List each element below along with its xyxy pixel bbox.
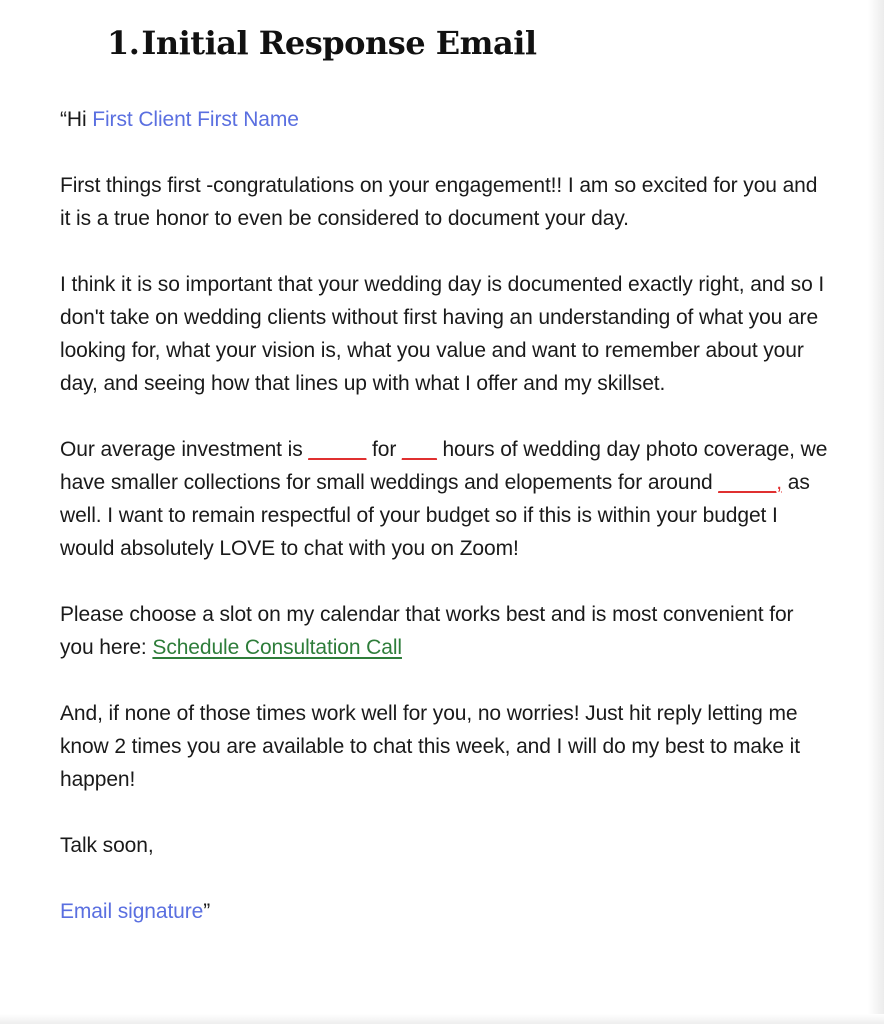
title-text: Initial Response Email (141, 24, 537, 62)
signature-line (60, 895, 830, 928)
page-bottom-shadow (0, 1014, 884, 1024)
greeting (60, 103, 830, 136)
title-number: 1. (107, 24, 140, 62)
page-title (107, 24, 537, 62)
hours-blank: ___ (401, 438, 437, 461)
email-body (60, 103, 830, 928)
email-signature-placeholder: Email signature (60, 900, 204, 923)
greeting-prefix: “Hi (60, 108, 93, 131)
paragraph-investment (60, 433, 830, 565)
closing-quote: ” (203, 900, 211, 923)
paragraph-congratulations: First things first -congratulations on your engagement!! I am so excited for you and it is a true honor to even be considered to document your day. (60, 174, 818, 230)
small-collection-blank: _____, (718, 471, 782, 494)
schedule-consultation-link[interactable]: Schedule Consultation Call (152, 636, 402, 659)
investment-text-c: hours of wedding day photo coverage, we have smaller collections for small weddings and elopements for around (60, 438, 828, 494)
investment-blank: _____ (308, 438, 367, 461)
paragraph-alternative: And, if none of those times work well for you, no worries! Just hit reply letting me know 2 times you are available to chat this week, and I will do my best to make it happen! (60, 702, 800, 791)
page-edge-shadow (868, 0, 884, 1024)
signoff: Talk soon, (60, 834, 154, 857)
investment-text-a: Our average investment is (60, 438, 309, 461)
investment-text-b: for (366, 438, 402, 461)
investment-text-d: as well. I want to remain respectful of your budget so if this is within your budget I would absolutely LOVE to chat with you on Zoom! (60, 471, 810, 560)
client-name-placeholder: First Client First Name (92, 108, 299, 131)
schedule-text: Please choose a slot on my calendar that works best and is most convenient for you here: (60, 603, 794, 659)
paragraph-schedule (60, 598, 830, 664)
paragraph-importance: I think it is so important that your wedding day is documented exactly right, and so I don't take on wedding clients without first having an understanding of what you are looking for, what your vision is, what you value and want to remember about your day, and seeing how that lines up with what I offer and my skillset. (60, 273, 825, 395)
